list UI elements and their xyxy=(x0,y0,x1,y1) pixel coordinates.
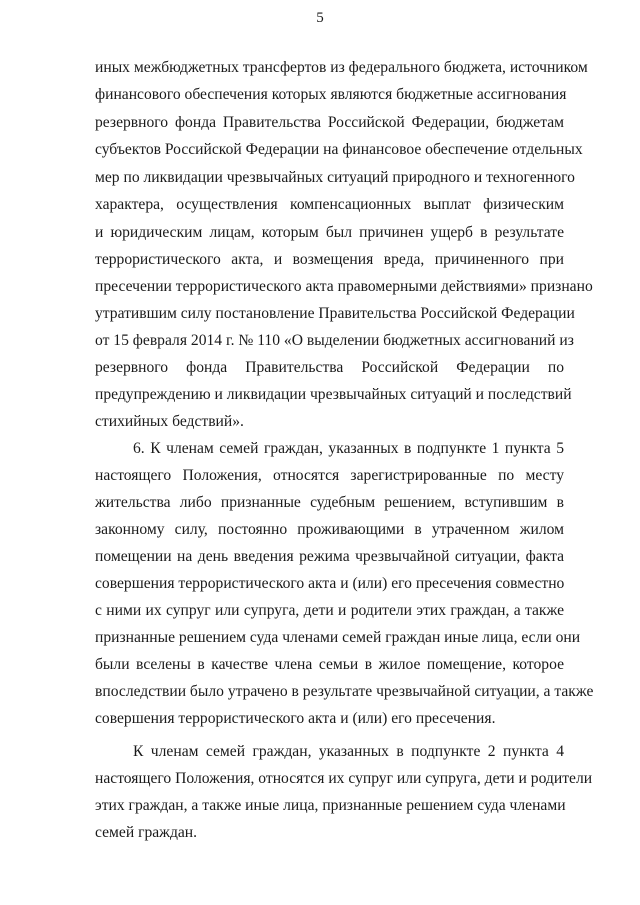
text-line: и юридическим лицам, которым был причинен ущерб в результате xyxy=(95,224,564,241)
text-line: характера, осуществления компенсационных выплат физическим xyxy=(95,196,564,213)
text-line: резервного фонда Правительства Российской Федерации, бюджетам xyxy=(95,114,564,131)
text-line: совершения террористического акта и (или) его пресечения совместно xyxy=(95,575,565,592)
text-line: жительства либо признанные судебным решением, вступившим в xyxy=(95,494,564,511)
page-number: 5 xyxy=(316,10,324,26)
text-line: пресечении террористического акта правомерными действиями» признано xyxy=(95,278,593,295)
text-line: субъектов Российской Федерации на финансовое обеспечение отдельных xyxy=(95,141,583,158)
text-line: утратившим силу постановление Правительства Российской Федерации xyxy=(95,305,575,322)
text-line: признанные решением суда членами семей граждан иные лица, если они xyxy=(95,629,581,646)
text-line: настоящего Положения, относятся их супруг или супруга, дети и родители xyxy=(95,770,593,787)
text-line: предупреждению и ликвидации чрезвычайных ситуаций и последствий xyxy=(95,386,572,403)
text-line: резервного фонда Правительства Российской Федерации по xyxy=(95,359,564,376)
text-line: настоящего Положения, относятся зарегистрированные по месту xyxy=(95,467,564,484)
text-line: были вселены в качестве члена семьи в жилое помещение, которое xyxy=(95,656,564,673)
text-line: финансового обеспечения которых являются бюджетные ассигнования xyxy=(95,86,567,103)
text-line: семей граждан. xyxy=(95,824,198,841)
text-line: с ними их супруг или супруга, дети и родители этих граждан, а также xyxy=(95,602,564,619)
text-line: законному силу, постоянно проживающими в утраченном жилом xyxy=(95,521,564,538)
text-line: иных межбюджетных трансфертов из федерального бюджета, источником xyxy=(95,59,588,76)
text-line: террористического акта, и возмещения вреда, причиненного при xyxy=(95,251,564,268)
text-line: К членам семей граждан, указанных в подпункте 2 пункта 4 xyxy=(133,743,564,760)
text-line: стихийных бедствий». xyxy=(95,413,244,430)
text-line: совершения террористического акта и (или) его пресечения. xyxy=(95,710,496,727)
text-line: мер по ликвидации чрезвычайных ситуаций природного и техногенного xyxy=(95,169,575,186)
text-line: 6. К членам семей граждан, указанных в подпункте 1 пункта 5 xyxy=(133,440,564,457)
text-line: помещении на день введения режима чрезвычайной ситуации, факта xyxy=(95,548,564,565)
text-line: впоследствии было утрачено в результате чрезвычайной ситуации, а также xyxy=(95,683,594,700)
text-line: этих граждан, а также иные лица, признанные решением суда членами xyxy=(95,797,566,814)
text-line: от 15 февраля 2014 г. № 110 «О выделении бюджетных ассигнований из xyxy=(95,332,574,349)
